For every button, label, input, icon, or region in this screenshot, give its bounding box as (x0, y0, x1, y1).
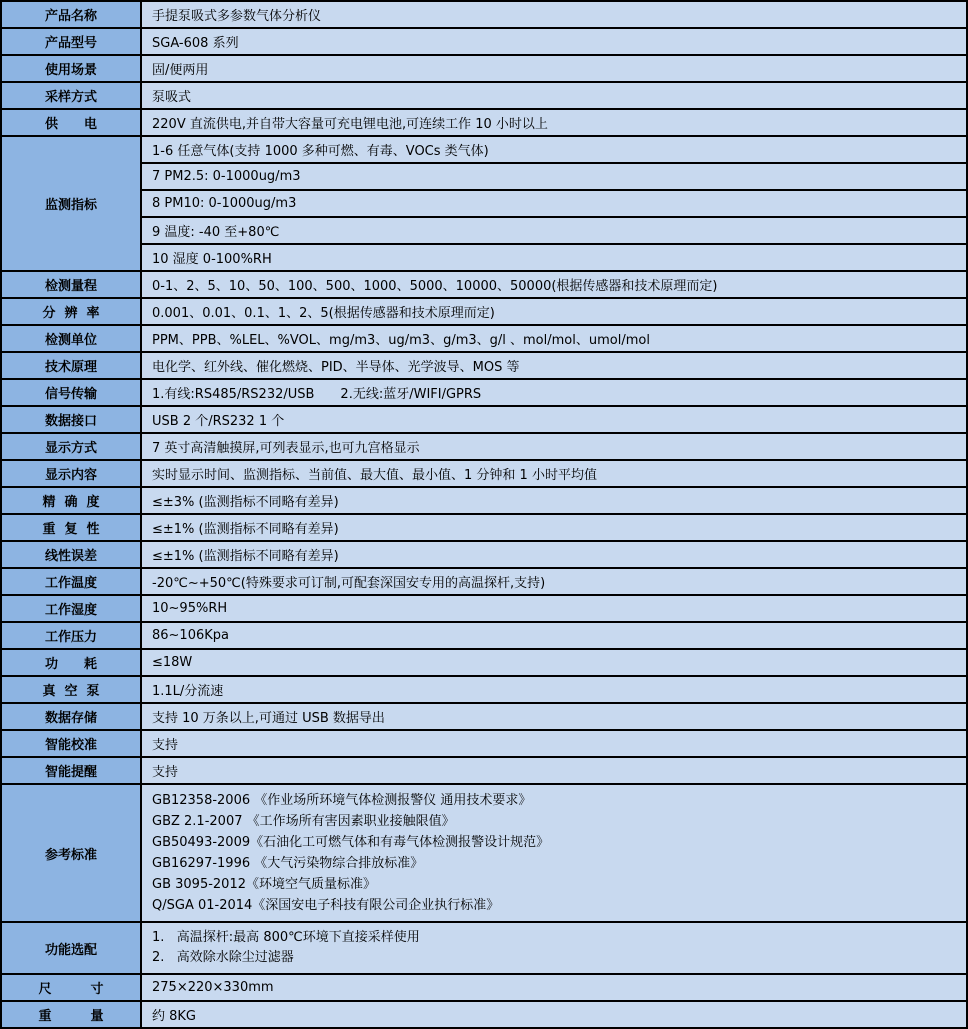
table-row (1, 676, 967, 703)
spec-value: ≤±1% (监测指标不同略有差异) (141, 541, 967, 568)
spec-value: SGA-608 系列 (141, 28, 967, 55)
spec-label: 使用场景 (1, 55, 141, 82)
table-row (1, 244, 967, 271)
spec-label: 功 耗 (1, 649, 141, 676)
spec-label: 参考标准 (1, 784, 141, 922)
spec-value: 约 8KG (141, 1001, 967, 1028)
spec-label: 显示内容 (1, 460, 141, 487)
spec-label: 信号传输 (1, 379, 141, 406)
spec-value: 1-6 任意气体(支持 1000 多种可燃、有毒、VOCs 类气体) (141, 136, 967, 163)
spec-label: 技术原理 (1, 352, 141, 379)
table-row (1, 568, 967, 595)
table-row (1, 379, 967, 406)
spec-value-line: GB50493-2009《石油化工可燃气体和有毒气体检测报警设计规范》 (152, 835, 550, 850)
spec-value: USB 2 个/RS232 1 个 (141, 406, 967, 433)
spec-value: 10 湿度 0-100%RH (141, 244, 967, 271)
table-row (1, 55, 967, 82)
spec-value-line: GB 3095-2012《环境空气质量标准》 (152, 877, 376, 892)
spec-value: 10~95%RH (141, 595, 967, 622)
spec-label: 智能提醒 (1, 757, 141, 784)
spec-label: 线性误差 (1, 541, 141, 568)
spec-table-body (1, 1, 967, 1028)
spec-label: 精 确 度 (1, 487, 141, 514)
spec-value: 支持 10 万条以上,可通过 USB 数据导出 (141, 703, 967, 730)
spec-value: ≤±1% (监测指标不同略有差异) (141, 514, 967, 541)
table-row (1, 514, 967, 541)
spec-label: 分 辨 率 (1, 298, 141, 325)
spec-value: 275×220×330mm (141, 974, 967, 1001)
table-row (1, 82, 967, 109)
table-row (1, 922, 967, 974)
spec-value-line: Q/SGA 01-2014《深国安电子科技有限公司企业执行标准》 (152, 898, 500, 913)
spec-value: 7 PM2.5: 0-1000ug/m3 (141, 163, 967, 190)
spec-label: 监测指标 (1, 136, 141, 271)
table-row (1, 541, 967, 568)
spec-label: 检测单位 (1, 325, 141, 352)
spec-value: 9 温度: -40 至+80℃ (141, 217, 967, 244)
spec-label: 真 空 泵 (1, 676, 141, 703)
table-row (1, 595, 967, 622)
table-row (1, 1, 967, 28)
table-row (1, 325, 967, 352)
table-row (1, 217, 967, 244)
spec-label: 重 量 (1, 1001, 141, 1028)
table-row (1, 406, 967, 433)
spec-value: 支持 (141, 730, 967, 757)
table-row (1, 487, 967, 514)
spec-value: 1.有线:RS485/RS232/USB 2.无线:蓝牙/WIFI/GPRS (141, 379, 967, 406)
table-row (1, 622, 967, 649)
spec-label: 功能选配 (1, 922, 141, 974)
spec-value: PPM、PPB、%LEL、%VOL、mg/m3、ug/m3、g/m3、g/l 、mol/mol、umol/mol (141, 325, 967, 352)
table-row (1, 649, 967, 676)
spec-value-line: GB16297-1996 《大气污染物综合排放标准》 (152, 856, 424, 871)
table-row (1, 271, 967, 298)
spec-value: 7 英寸高清触摸屏,可列表显示,也可九宫格显示 (141, 433, 967, 460)
table-row (1, 136, 967, 163)
spec-value: ≤±3% (监测指标不同略有差异) (141, 487, 967, 514)
spec-value-line: 2. 高效除水除尘过滤器 (152, 950, 294, 965)
table-row (1, 109, 967, 136)
table-row (1, 163, 967, 190)
table-row (1, 352, 967, 379)
spec-label: 产品名称 (1, 1, 141, 28)
table-row (1, 703, 967, 730)
spec-value (141, 784, 967, 922)
spec-value-line: GB12358-2006 《作业场所环境气体检测报警仪 通用技术要求》 (152, 793, 532, 808)
table-row (1, 190, 967, 217)
spec-value: 8 PM10: 0-1000ug/m3 (141, 190, 967, 217)
table-row (1, 784, 967, 922)
spec-value: 泵吸式 (141, 82, 967, 109)
spec-value: 86~106Kpa (141, 622, 967, 649)
spec-label: 数据存储 (1, 703, 141, 730)
spec-value: 实时显示时间、监测指标、当前值、最大值、最小值、1 分钟和 1 小时平均值 (141, 460, 967, 487)
spec-value (141, 922, 967, 974)
spec-value: ≤18W (141, 649, 967, 676)
spec-value: -20℃~+50℃(特殊要求可订制,可配套深国安专用的高温探杆,支持) (141, 568, 967, 595)
spec-label: 供 电 (1, 109, 141, 136)
table-row (1, 460, 967, 487)
table-row (1, 730, 967, 757)
spec-label: 产品型号 (1, 28, 141, 55)
spec-label: 工作温度 (1, 568, 141, 595)
spec-label: 智能校准 (1, 730, 141, 757)
spec-value: 1.1L/分流速 (141, 676, 967, 703)
spec-label: 尺 寸 (1, 974, 141, 1001)
table-row (1, 433, 967, 460)
spec-label: 检测量程 (1, 271, 141, 298)
table-row (1, 974, 967, 1001)
spec-value: 固/便两用 (141, 55, 967, 82)
spec-label: 工作湿度 (1, 595, 141, 622)
spec-value: 手提泵吸式多参数气体分析仪 (141, 1, 967, 28)
spec-label: 工作压力 (1, 622, 141, 649)
spec-value: 0.001、0.01、0.1、1、2、5(根据传感器和技术原理而定) (141, 298, 967, 325)
spec-value: 0-1、2、5、10、50、100、500、1000、5000、10000、50000(根据传感器和技术原理而定) (141, 271, 967, 298)
table-row (1, 1001, 967, 1028)
table-row (1, 757, 967, 784)
table-row (1, 298, 967, 325)
spec-value-line: GBZ 2.1-2007 《工作场所有害因素职业接触限值》 (152, 814, 455, 829)
table-row (1, 28, 967, 55)
spec-label: 数据接口 (1, 406, 141, 433)
spec-label: 采样方式 (1, 82, 141, 109)
spec-value-line: 1. 高温探杆:最高 800℃环境下直接采样使用 (152, 930, 420, 945)
spec-value: 电化学、红外线、催化燃烧、PID、半导体、光学波导、MOS 等 (141, 352, 967, 379)
spec-value: 支持 (141, 757, 967, 784)
spec-value: 220V 直流供电,并自带大容量可充电锂电池,可连续工作 10 小时以上 (141, 109, 967, 136)
spec-label: 显示方式 (1, 433, 141, 460)
spec-label: 重 复 性 (1, 514, 141, 541)
